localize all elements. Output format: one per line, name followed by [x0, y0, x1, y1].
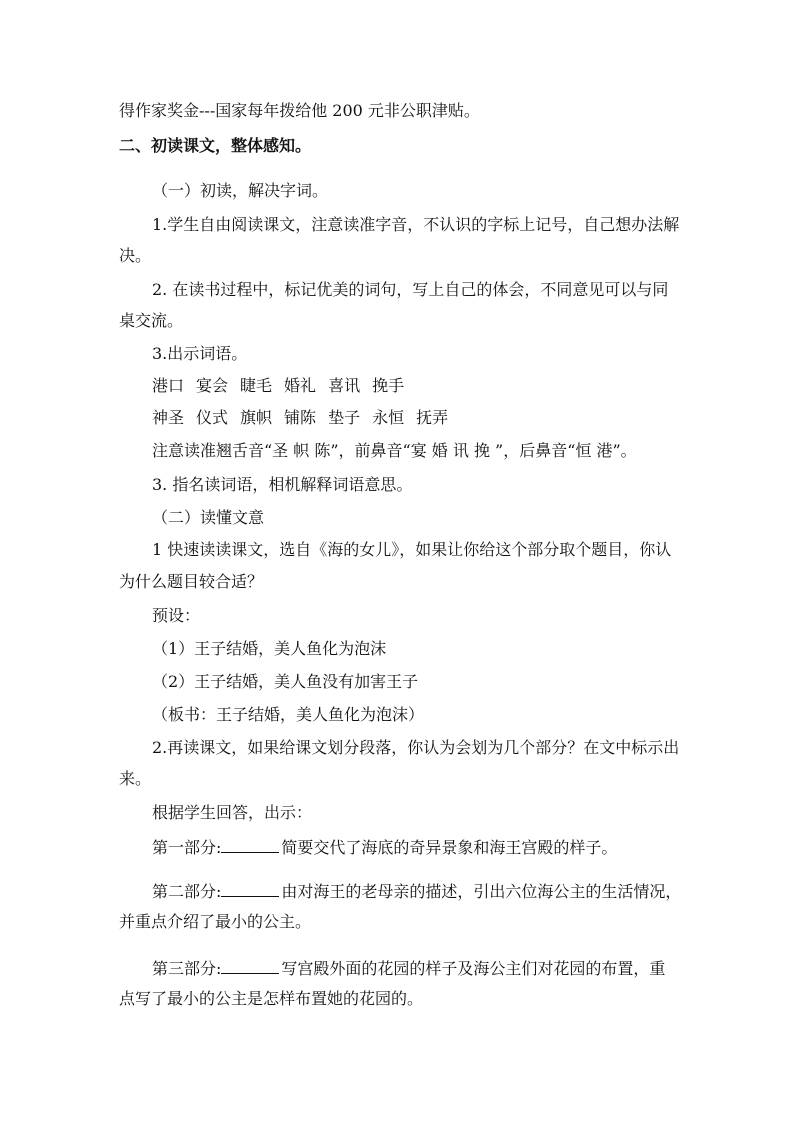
word: 喜讯 — [328, 376, 361, 395]
fill-blank — [221, 958, 279, 974]
word: 抚弄 — [416, 408, 449, 427]
word: 港口 — [152, 376, 185, 395]
paragraph-line: 点写了最小的公主是怎样布置她的花园的。 — [119, 989, 424, 1008]
part-label: 第三部分: — [152, 959, 222, 978]
word-list-row-1 — [152, 376, 416, 396]
paragraph-line: 2.再读课文，如果给课文划分段落，你认为会划为几个部分？在文中标示出 — [152, 738, 680, 757]
outline-part-1 — [152, 837, 617, 857]
text-line: 得作家奖金---国家每年拨给他 200 元非公职津贴。 — [119, 101, 480, 120]
subsection-heading: （一）初读，解决字词。 — [152, 181, 329, 200]
paragraph-line: 2. 在读书过程中，标记优美的词句，写上自己的体会，不同意见可以与同 — [152, 280, 669, 299]
word: 睫毛 — [240, 376, 273, 395]
paragraph-line: 并重点介绍了最小的公主。 — [119, 912, 312, 931]
word: 仪式 — [196, 408, 229, 427]
paragraph-line: 1.学生自由阅读课文，注意读准字音，不认识的字标上记号，自己想办法解 — [152, 215, 680, 234]
part-label: 第二部分: — [152, 882, 222, 901]
pronunciation-note: 注意读准翘舌音“圣 帜 陈”，前鼻音“宴 婚 讯 挽 ”，后鼻音“恒 港”。 — [152, 441, 637, 460]
subsection-heading: （二）读懂文意 — [152, 508, 265, 527]
paragraph-line: 根据学生回答，出示： — [152, 803, 313, 822]
word: 婚礼 — [284, 376, 317, 395]
part-text: 简要交代了海底的奇异景象和海王宫殿的样子。 — [281, 838, 618, 857]
word: 挽手 — [372, 376, 405, 395]
word: 神圣 — [152, 408, 185, 427]
word: 垫子 — [328, 408, 361, 427]
word-list-row-2 — [152, 408, 460, 428]
outline-part-3 — [152, 958, 665, 978]
part-text: 由对海王的老母亲的描述，引出六位海公主的生活情况， — [281, 882, 682, 901]
fill-blank — [221, 837, 279, 853]
paragraph-line: 桌交流。 — [119, 311, 184, 330]
paragraph-line: （板书：王子结婚，美人鱼化为泡沫） — [152, 705, 425, 724]
paragraph-line: 来。 — [119, 769, 152, 788]
paragraph-line: 1 快速读读课文，选自《海的女儿》，如果让你给这个部分取个题目，你认 — [152, 540, 672, 559]
section-heading: 二、初读课文，整体感知。 — [119, 136, 312, 155]
paragraph-line: （2）王子结婚，美人鱼没有加害王子 — [152, 672, 419, 691]
word: 旗帜 — [240, 408, 273, 427]
paragraph-line: 3.出示词语。 — [152, 344, 248, 363]
paragraph-line: 决。 — [119, 246, 152, 265]
part-label: 第一部分: — [152, 838, 222, 857]
outline-part-2 — [152, 881, 681, 901]
word: 宴会 — [196, 376, 229, 395]
part-text: 写宫殿外面的花园的样子及海公主们对花园的布置，重 — [281, 959, 666, 978]
paragraph-line: 3. 指名读词语，相机解释词语意思。 — [152, 475, 413, 494]
word: 永恒 — [372, 408, 405, 427]
word: 铺陈 — [284, 408, 317, 427]
paragraph-line: 预设： — [152, 606, 201, 625]
paragraph-line: 为什么题目较合适？ — [119, 572, 264, 591]
paragraph-line: （1）王子结婚，美人鱼化为泡沫 — [152, 639, 387, 658]
fill-blank — [221, 881, 279, 897]
